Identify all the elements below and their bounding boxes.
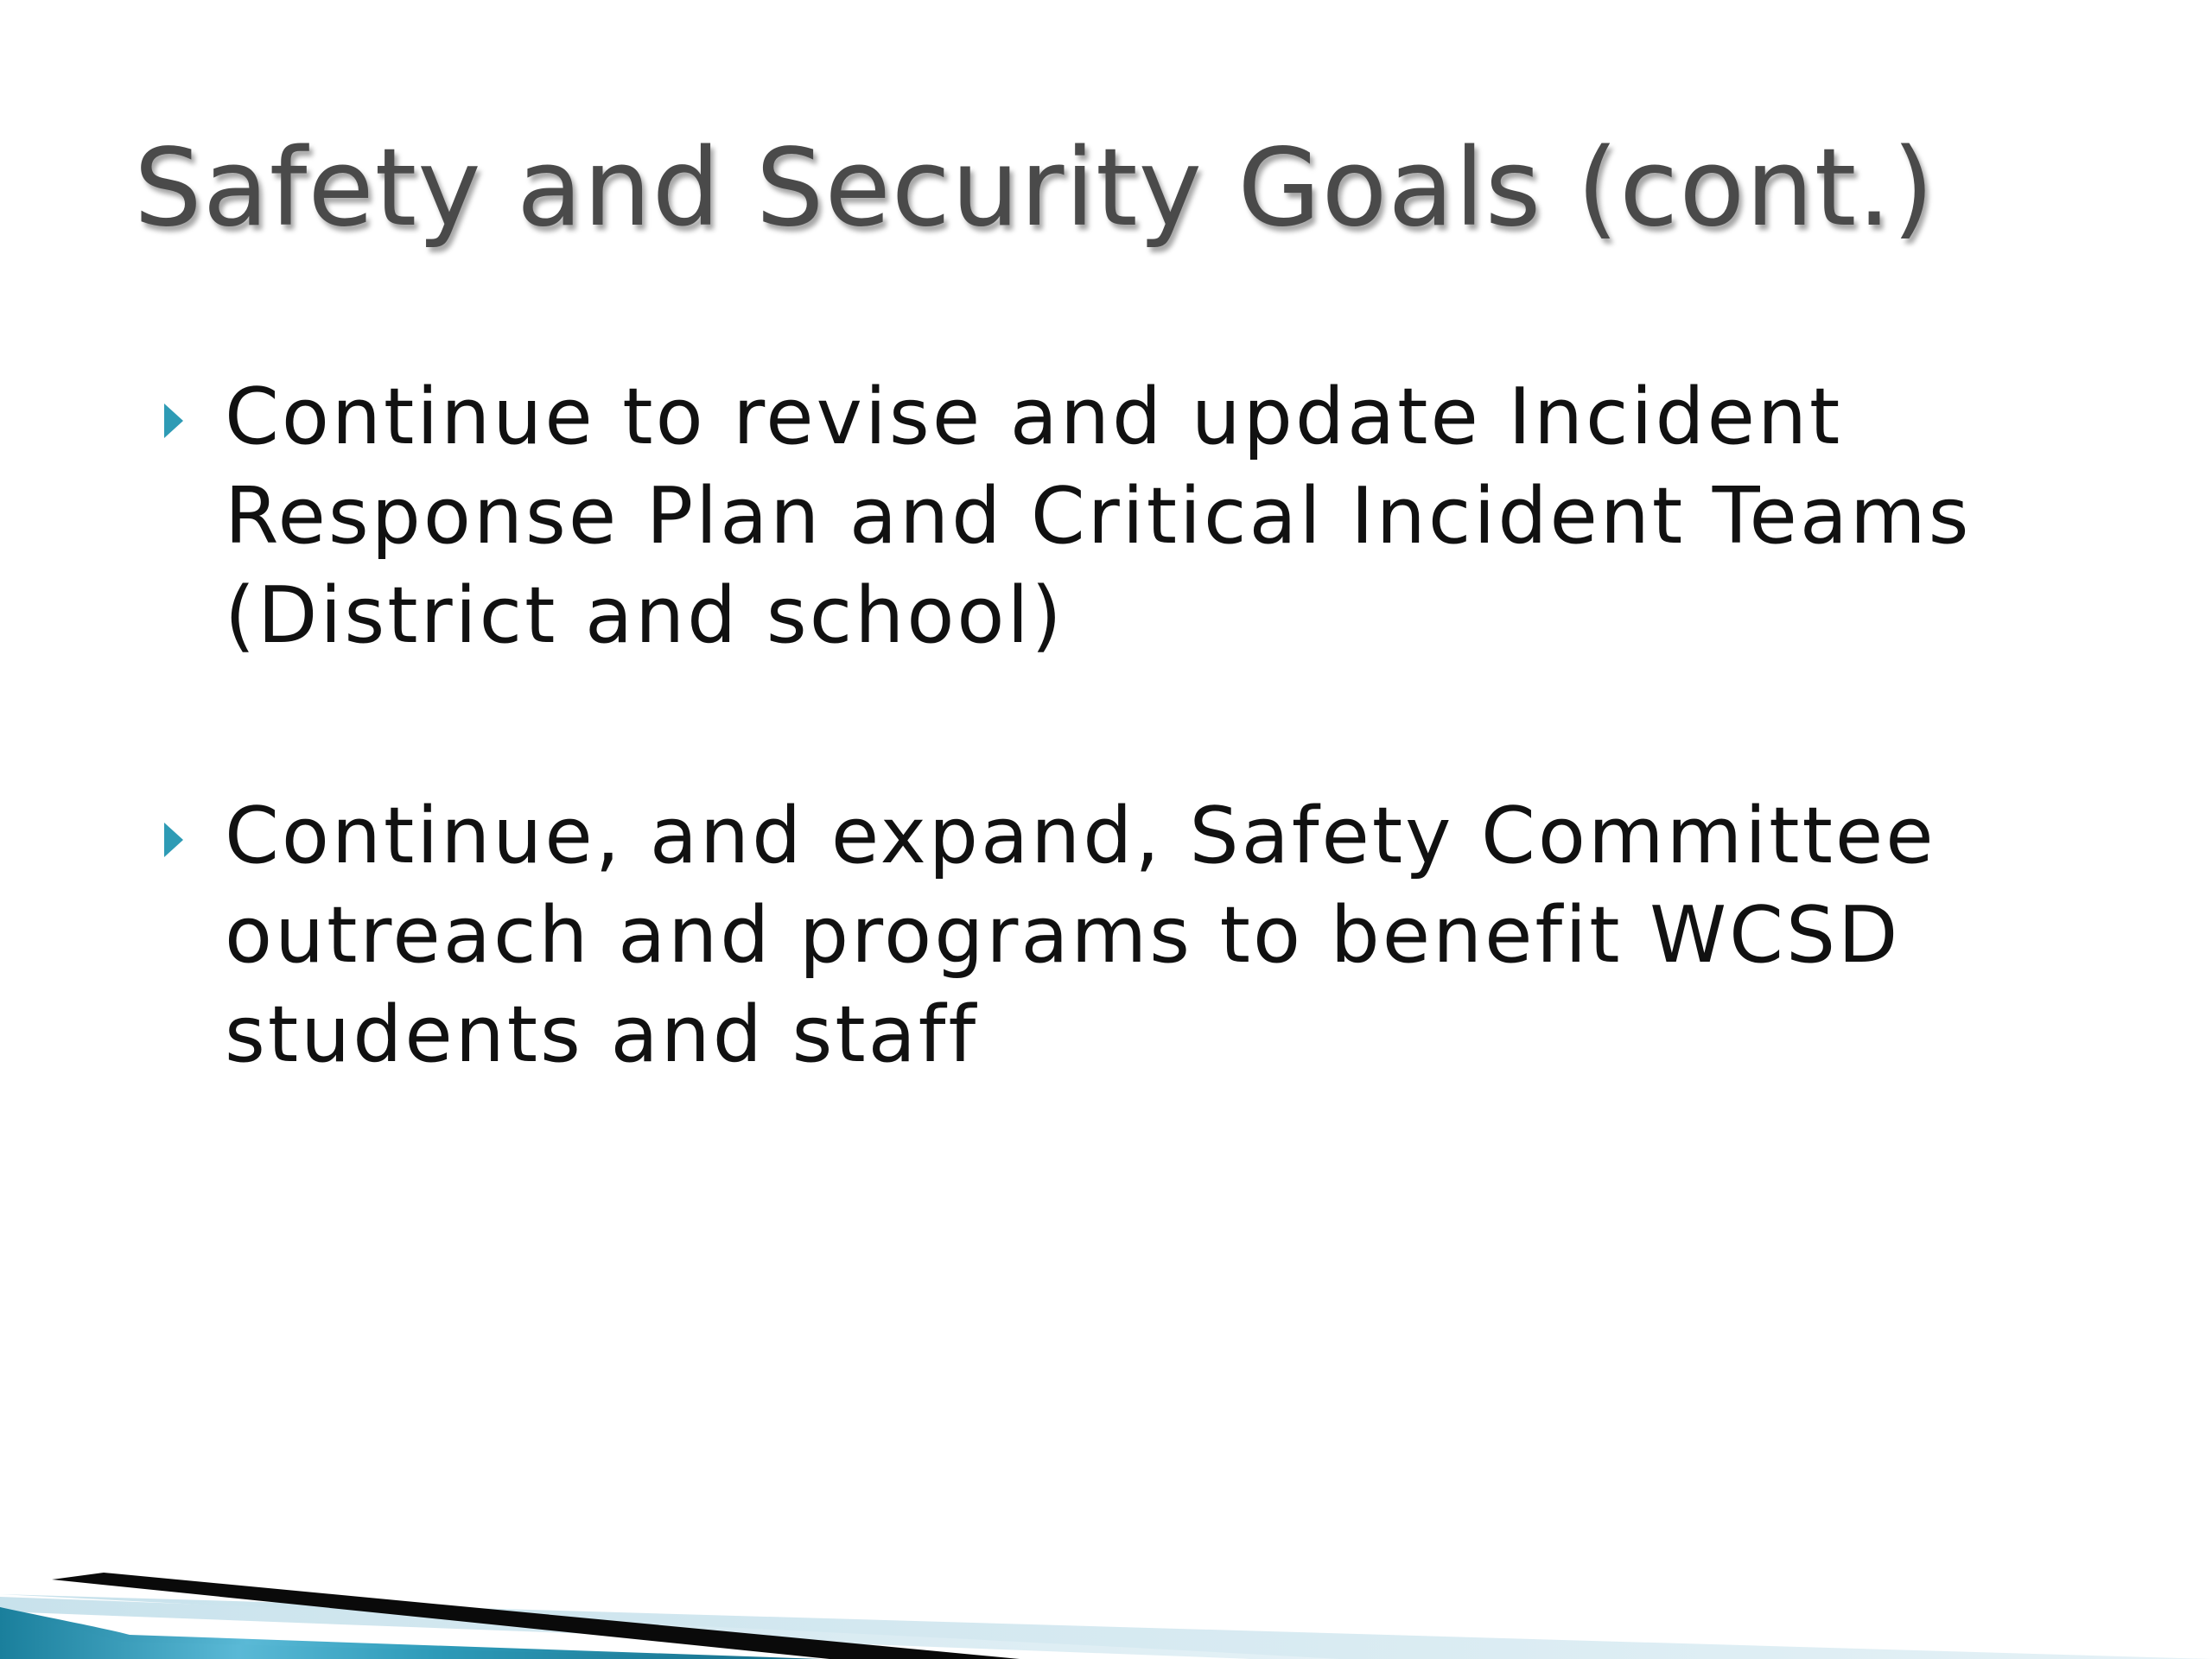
bullet-list — [160, 367, 2018, 1205]
bullet-text: Continue, and expand, Safety Committee outreach and programs to benefit WCSD students and staff — [225, 791, 1936, 1080]
bullet-text: Continue to revise and update Incident Response Plan and Critical Incident Teams (District and school) — [225, 372, 1972, 661]
bottom-wave-decoration — [0, 1357, 2212, 1659]
bullet-item — [160, 367, 2018, 665]
triangle-right-icon — [164, 404, 183, 438]
triangle-right-icon — [164, 823, 183, 857]
bullet-item — [160, 786, 2018, 1084]
slide-title: Safety and Security Goals (cont.) — [134, 126, 1936, 251]
